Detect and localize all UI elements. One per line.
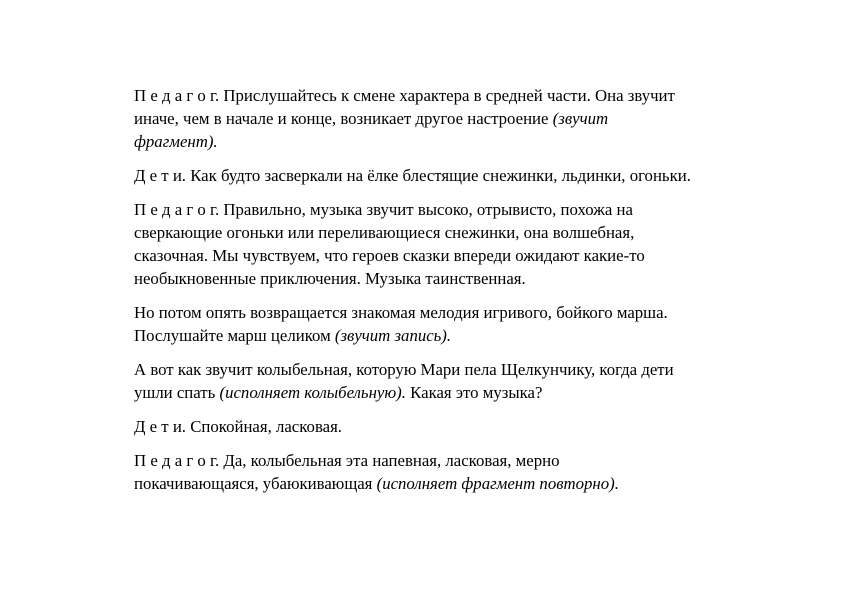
paragraph-march [134,301,734,347]
stage-direction: (исполняет колыбельную). [219,383,406,402]
paragraph-text: ушли спать [134,383,216,402]
paragraph-text: покачивающаяся, убаюкивающая [134,474,373,493]
paragraph-text: Прислушайтесь к смене характера в средней части. Она звучит [223,86,675,105]
speaker-label: Д е т и. [134,417,186,436]
paragraph-text: А вот как звучит колыбельная, которую Мари пела Щелкунчику, когда дети [134,360,674,379]
stage-direction: фрагмент). [134,132,218,151]
paragraph-text: иначе, чем в начале и конце, возникает другое настроение [134,109,549,128]
paragraph-text: Но потом опять возвращается знакомая мелодия игривого, бойкого марша. [134,303,668,322]
paragraph-lullaby [134,358,734,404]
paragraph-text: сказочная. Мы чувствуем, что героев сказки впереди ожидают какие-то [134,246,645,265]
stage-direction: (звучит запись). [334,326,452,345]
stage-direction: (звучит [552,109,609,128]
speaker-label: П е д а г о г. [134,451,220,470]
stage-direction: (исполняет фрагмент повторно). [376,474,619,493]
paragraph-text: необыкновенные приключения. Музыка таинственная. [134,269,526,288]
speaker-label: Д е т и. [134,166,186,185]
document-body [134,84,734,506]
paragraph-children-1 [134,164,734,187]
paragraph-text: Спокойная, ласковая. [190,417,343,436]
paragraph-teacher-3 [134,449,734,495]
paragraph-teacher-2 [134,198,734,290]
paragraph-text: Послушайте марш целиком [134,326,331,345]
paragraph-children-2 [134,415,734,438]
paragraph-text: Как будто засверкали на ёлке блестящие снежинки, льдинки, огоньки. [190,166,691,185]
speaker-label: П е д а г о г. [134,200,220,219]
paragraph-teacher-1 [134,84,734,153]
paragraph-text: сверкающие огоньки или переливающиеся снежинки, она волшебная, [134,223,635,242]
paragraph-text: Какая это музыка? [410,383,543,402]
paragraph-text: Правильно, музыка звучит высоко, отрывисто, похожа на [223,200,633,219]
paragraph-text: Да, колыбельная эта напевная, ласковая, мерно [223,451,560,470]
speaker-label: П е д а г о г. [134,86,220,105]
